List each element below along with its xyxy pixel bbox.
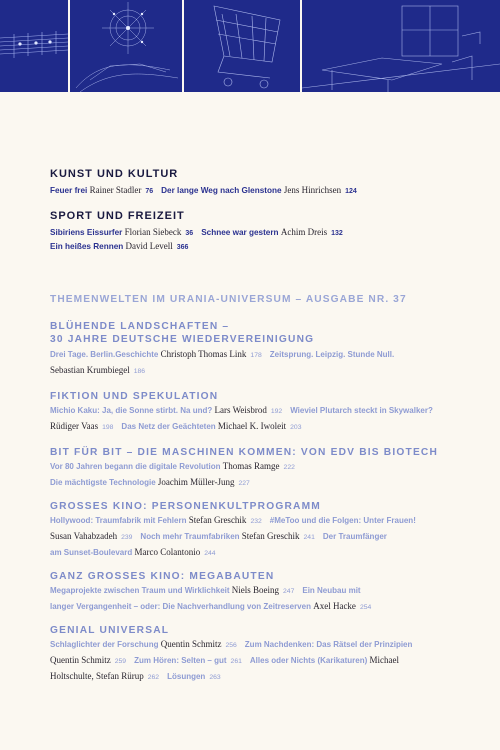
interior-room-image bbox=[302, 0, 500, 92]
article-title-continued[interactable]: am Sunset-Boulevard bbox=[50, 548, 133, 557]
article-title[interactable]: Die mächtigste Technologie bbox=[50, 478, 156, 487]
section-heading: KUNST UND KULTUR bbox=[50, 168, 179, 180]
article-title[interactable]: Lösungen bbox=[167, 672, 206, 681]
toc-line bbox=[50, 653, 470, 669]
article-author: Joachim Müller-Jung bbox=[157, 477, 235, 487]
toc-line bbox=[50, 363, 470, 379]
shopping-cart-image bbox=[184, 0, 300, 92]
page-number: 241 bbox=[303, 534, 315, 541]
article-title[interactable]: Vor 80 Jahren begann die digitale Revolution bbox=[50, 462, 221, 471]
page-number: 247 bbox=[283, 588, 295, 595]
article-author-continued: Holtschulte, Stefan Rürup bbox=[50, 671, 144, 681]
page-number: 198 bbox=[102, 424, 114, 431]
themenwelten-heading: THEMENWELTEN IM URANIA-UNIVERSUM – AUSGABE NR. 37 bbox=[50, 294, 407, 305]
article-author: Michael K. Iwoleit bbox=[217, 421, 287, 431]
article-author: Marco Colantonio bbox=[134, 547, 201, 557]
article-title[interactable]: Zeitsprung. Leipzig. Stunde Null. bbox=[269, 350, 395, 359]
article-author: Quentin Schmitz bbox=[160, 639, 222, 649]
article-title[interactable]: Alles oder Nichts (Karikaturen) bbox=[249, 656, 368, 665]
page-number: 222 bbox=[283, 464, 295, 471]
article-title[interactable]: Zum Hören: Selten – gut bbox=[134, 656, 227, 665]
article-title-continued[interactable]: langer Vergangenheit – oder: Die Nachverhandlung von Zeitreserven bbox=[50, 602, 311, 611]
article-author: Lars Weisbrod bbox=[214, 405, 267, 415]
page-number: 239 bbox=[121, 534, 133, 541]
article-author: Thomas Ramge bbox=[222, 461, 280, 471]
toc-line bbox=[50, 240, 470, 254]
article-title[interactable]: Der Traumfänger bbox=[322, 532, 387, 541]
section-heading: FIKTION UND SPEKULATION bbox=[50, 391, 219, 402]
guitar-neck-image bbox=[0, 0, 68, 92]
article-title[interactable]: Noch mehr Traumfabriken bbox=[140, 532, 240, 541]
toc-line bbox=[50, 419, 470, 435]
article-title[interactable]: Hollywood: Traumfabrik mit Fehlern bbox=[50, 516, 187, 525]
article-author: Sebastian Krumbiegel bbox=[50, 365, 130, 375]
article-author: Niels Boeing bbox=[231, 585, 280, 595]
toc-line bbox=[50, 583, 470, 599]
page-number: 36 bbox=[185, 230, 194, 237]
toc-line bbox=[50, 347, 470, 363]
article-author: Jens Hinrichsen bbox=[283, 185, 342, 195]
page-number: 244 bbox=[204, 550, 216, 557]
toc-line bbox=[50, 184, 470, 198]
article-title[interactable]: #MeToo und die Folgen: Unter Frauen! bbox=[269, 516, 416, 525]
article-author: Quentin Schmitz bbox=[50, 655, 111, 665]
article-author: Michael bbox=[369, 655, 399, 665]
page-number: 232 bbox=[250, 518, 262, 525]
section-ganz-grosses-kino bbox=[50, 570, 470, 615]
page-number: 178 bbox=[250, 352, 262, 359]
toc-line bbox=[50, 545, 470, 561]
page-number: 259 bbox=[114, 658, 127, 665]
header-banner bbox=[0, 0, 500, 92]
section-genial-universal bbox=[50, 624, 470, 685]
toc-line bbox=[50, 475, 470, 491]
section-bluehende-landschaften bbox=[50, 320, 470, 379]
page-number: 254 bbox=[359, 604, 372, 611]
article-title[interactable]: Drei Tage. Berlin.Geschichte bbox=[50, 350, 159, 359]
toc-line bbox=[50, 669, 470, 685]
article-title[interactable]: Megaprojekte zwischen Traum und Wirklichkeit bbox=[50, 586, 230, 595]
page-number: 186 bbox=[133, 368, 146, 375]
section-heading-line-2: 30 JAHRE DEUTSCHE WIEDERVEREINIGUNG bbox=[50, 334, 315, 345]
section-bit-fuer-bit bbox=[50, 446, 470, 491]
article-title[interactable]: Wieviel Plutarch steckt in Skywalker? bbox=[290, 406, 433, 415]
section-heading: BIT FÜR BIT – DIE MASCHINEN KOMMEN: VON EDV BIS BIOTECH bbox=[50, 447, 439, 458]
page-number: 76 bbox=[145, 188, 154, 195]
page-number: 132 bbox=[331, 230, 343, 237]
themenwelten-heading-block bbox=[50, 294, 470, 305]
toc-line bbox=[50, 513, 470, 529]
article-title[interactable]: Zum Nachdenken: Das Rätsel der Prinzipien bbox=[244, 640, 413, 649]
article-author: Christoph Thomas Link bbox=[160, 349, 247, 359]
section-heading-line-1: BLÜHENDE LANDSCHAFTEN – bbox=[50, 321, 230, 332]
article-author: Stefan Greschik bbox=[241, 531, 300, 541]
article-title[interactable]: Sibiriens Eissurfer bbox=[50, 228, 123, 237]
article-author: Stefan Greschik bbox=[188, 515, 247, 525]
toc-line bbox=[50, 403, 470, 419]
article-title[interactable]: Feuer frei bbox=[50, 186, 88, 195]
section-sport-und-freizeit bbox=[50, 210, 470, 254]
toc-line bbox=[50, 599, 470, 615]
page-number: 227 bbox=[238, 480, 250, 487]
page-number: 256 bbox=[225, 642, 237, 649]
article-author: Achim Dreis bbox=[280, 227, 328, 237]
page-number: 124 bbox=[345, 188, 357, 195]
article-title[interactable]: Michio Kaku: Ja, die Sonne stirbt. Na und? bbox=[50, 406, 213, 415]
article-author: Axel Hacke bbox=[313, 601, 356, 611]
toc-line bbox=[50, 226, 470, 240]
hand-sphere-image bbox=[70, 0, 182, 92]
section-heading: SPORT UND FREIZEIT bbox=[50, 210, 185, 222]
article-title[interactable]: Schnee war gestern bbox=[201, 228, 279, 237]
section-grosses-kino bbox=[50, 500, 470, 561]
article-title[interactable]: Der lange Weg nach Glenstone bbox=[161, 186, 282, 195]
page-number: 192 bbox=[270, 408, 283, 415]
article-title[interactable]: Ein Neubau mit bbox=[302, 586, 361, 595]
toc-line bbox=[50, 459, 470, 475]
article-author: Rainer Stadler bbox=[89, 185, 142, 195]
page-number: 262 bbox=[147, 674, 160, 681]
page-number: 261 bbox=[230, 658, 242, 665]
article-title[interactable]: Ein heißes Rennen bbox=[50, 242, 124, 251]
page-number: 366 bbox=[176, 244, 189, 251]
article-author: Florian Siebeck bbox=[124, 227, 182, 237]
section-kunst-und-kultur bbox=[50, 168, 470, 198]
article-title[interactable]: Schlaglichter der Forschung bbox=[50, 640, 159, 649]
article-author: Susan Vahabzadeh bbox=[50, 531, 118, 541]
section-heading: GANZ GROSSES KINO: MEGABAUTEN bbox=[50, 571, 275, 582]
section-fiktion-und-spekulation bbox=[50, 390, 470, 435]
toc-line bbox=[50, 529, 470, 545]
article-author: Rüdiger Vaas bbox=[50, 421, 99, 431]
toc-line bbox=[50, 637, 470, 653]
section-heading: GENIAL UNIVERSAL bbox=[50, 625, 170, 636]
section-heading: GROSSES KINO: PERSONENKULTPROGRAMM bbox=[50, 501, 321, 512]
page-number: 203 bbox=[290, 424, 302, 431]
article-title[interactable]: Das Netz der Geächteten bbox=[121, 422, 216, 431]
page-number: 263 bbox=[209, 674, 221, 681]
article-author: David Levell bbox=[125, 241, 173, 251]
